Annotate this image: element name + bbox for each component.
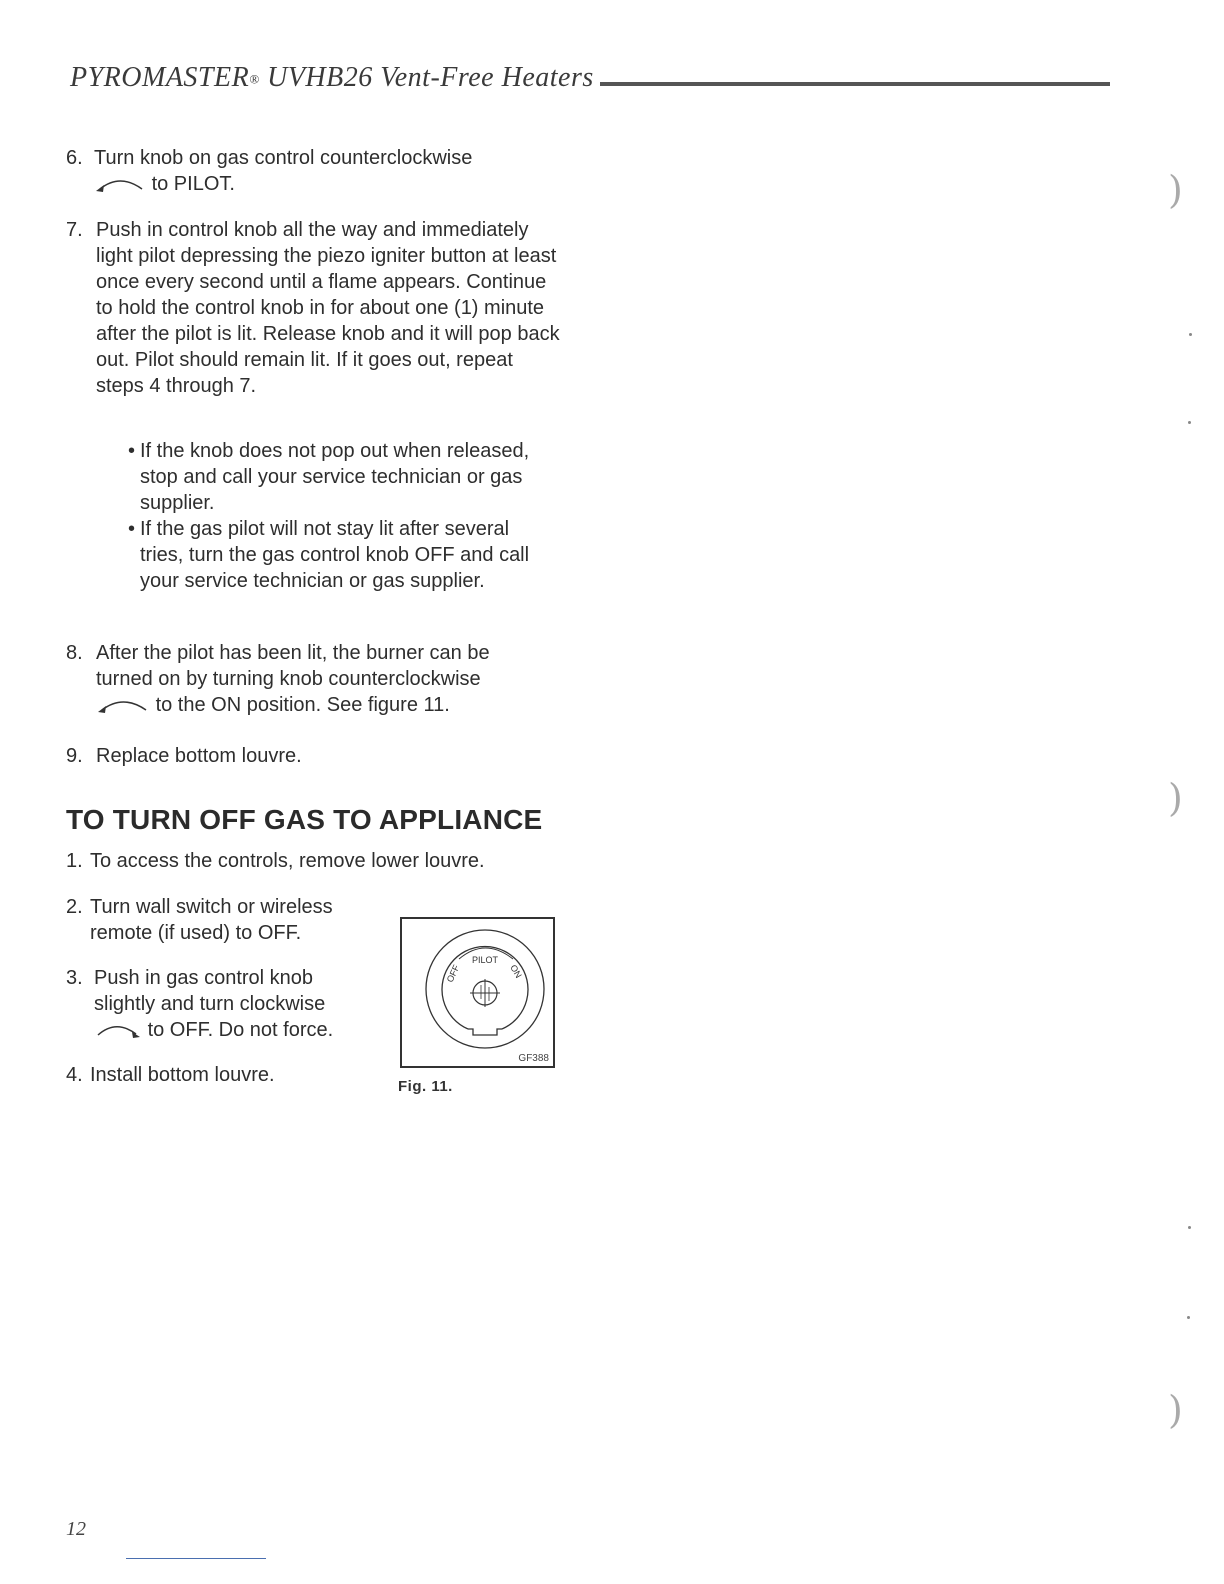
figure-11-box xyxy=(400,917,555,1068)
bullet-text: If the gas pilot will not stay lit after several tries, turn the gas control knob OFF and call your service technician or gas supplier. xyxy=(140,518,530,592)
step-text-continued: to the ON position. See figure 11. xyxy=(155,694,450,716)
page-header xyxy=(70,62,1110,94)
bullet-dot: • xyxy=(128,440,136,462)
step-9 xyxy=(66,743,566,769)
counterclockwise-arrow-icon xyxy=(94,177,146,193)
step-text-continued: to OFF. Do not force. xyxy=(147,1019,334,1041)
punch-hole-mark: ) xyxy=(1168,1388,1183,1432)
header-brand: PYROMASTER xyxy=(70,62,250,93)
off-step-1 xyxy=(66,848,546,874)
clockwise-arrow-icon xyxy=(94,1023,142,1039)
step-number: 3. xyxy=(66,967,83,989)
header-title xyxy=(70,62,594,94)
bullet-text: If the knob does not pop out when released, stop and call your service technician or gas supplier. xyxy=(140,440,530,514)
step-text: To access the controls, remove lower louvre. xyxy=(90,850,485,872)
off-step-4 xyxy=(66,1062,366,1088)
section-title: TO TURN OFF GAS TO APPLIANCE xyxy=(66,804,543,835)
scan-speck xyxy=(1189,333,1192,336)
step-text: Push in control knob all the way and immediately light pilot depressing the piezo igniter button at least once every second until a flame appears. Continue to hold the control knob in for about one (1) minute after the pilot is lit. Release knob and it will pop back out. Pilot should remain lit. If it goes out, repeat steps 4 through 7. xyxy=(96,219,560,397)
step-number: 1. xyxy=(66,850,83,872)
step-number: 2. xyxy=(66,896,83,918)
step-text: Turn knob on gas control counterclockwise xyxy=(94,147,473,169)
dial-label-pilot: PILOT xyxy=(472,955,499,965)
dial-label-on: ON xyxy=(508,963,524,980)
step-text-continued: to PILOT. xyxy=(151,173,235,195)
scan-speck xyxy=(1188,1226,1191,1229)
figure-code: GF388 xyxy=(518,1053,549,1064)
step-number: 9. xyxy=(66,745,83,767)
step-number: 4. xyxy=(66,1064,83,1086)
scan-speck xyxy=(1187,1316,1190,1319)
counterclockwise-arrow-icon xyxy=(96,698,150,714)
registered-mark: ® xyxy=(249,71,260,87)
bullet-dot: • xyxy=(128,518,136,540)
step-text: Turn wall switch or wireless remote (if used) to OFF. xyxy=(90,896,333,944)
bottom-rule xyxy=(126,1558,266,1559)
scan-speck xyxy=(1188,421,1191,424)
step-number: 8. xyxy=(66,642,83,664)
punch-hole-mark: ) xyxy=(1168,776,1183,820)
bullet-item xyxy=(128,516,548,594)
step-6 xyxy=(66,145,566,197)
punch-hole-mark: ) xyxy=(1168,168,1183,212)
page-number: 12 xyxy=(66,1518,86,1540)
step-text: Replace bottom louvre. xyxy=(96,745,302,767)
step-text: After the pilot has been lit, the burner can be turned on by turning knob counterclockwise xyxy=(96,642,490,690)
off-step-3 xyxy=(66,965,366,1043)
step-text: Install bottom louvre. xyxy=(90,1064,275,1086)
step-7 xyxy=(66,217,562,399)
step-text: Push in gas control knob slightly and turn clockwise xyxy=(94,967,326,1015)
figure-caption: Fig. 11. xyxy=(398,1078,453,1095)
gas-control-knob-diagram xyxy=(402,919,553,1066)
off-step-2 xyxy=(66,894,366,946)
step-8 xyxy=(66,640,546,718)
bullet-item xyxy=(128,438,548,516)
dial-label-off: OFF xyxy=(444,963,462,984)
header-model: UVHB26 Vent-Free Heaters xyxy=(267,62,594,93)
header-rule xyxy=(600,82,1110,86)
step-number: 6. xyxy=(66,147,83,169)
step-number: 7. xyxy=(66,219,83,241)
